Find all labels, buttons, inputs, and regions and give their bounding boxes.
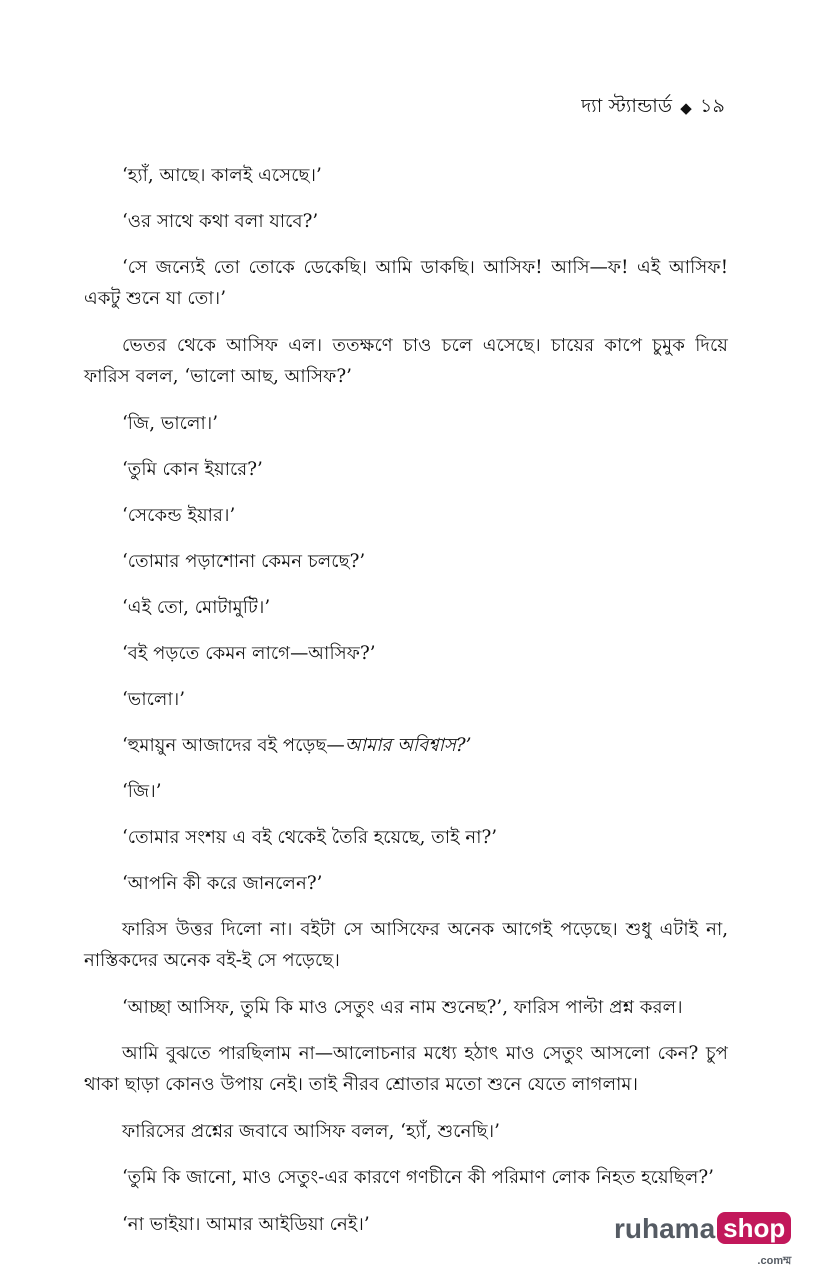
page-body [84, 160, 728, 1255]
logo-badge [717, 1212, 792, 1267]
paragraph-11: ‘ভালো।’ [122, 689, 186, 710]
diamond-icon: ◆ [680, 99, 692, 117]
paragraph-15: ‘আপনি কী করে জানলেন?’ [122, 873, 323, 894]
paragraph-6: ‘তুমি কোন ইয়ারে?’ [122, 459, 263, 480]
logo-text: ruhama [614, 1213, 716, 1244]
logo-badge-text: shop [723, 1213, 786, 1243]
paragraph-19: ফারিসের প্রশ্নের জবাবে আসিফ বলল, ‘হ্যাঁ, শুনেছি।’ [122, 1121, 500, 1142]
book-title-italic: আমার অবিশ্বাস?’ [344, 735, 472, 756]
paragraph-21: ‘না ভাইয়া। আমার আইডিয়া নেই।’ [122, 1214, 370, 1235]
paragraph-3: ‘সে জন্যেই তো তোকে ডেকেছি। আমি ডাকছি। আসিফ! আসি—ফ! এই আসিফ! একটু শুনে যা তো।’ [84, 257, 728, 309]
logo-tld: .comম্ম [757, 1255, 792, 1267]
paragraph-1: ‘হ্যাঁ, আছে। কালই এসেছে।’ [122, 165, 322, 186]
paragraph-18: আমি বুঝতে পারছিলাম না—আলোচনার মধ্যে হঠাৎ মাও সেতুং আসলো কেন? চুপ থাকা ছাড়া কোনও উপায় নেই। তাই নীরব শ্রোতার মতো শুনে যেতে লাগলাম। [84, 1043, 728, 1095]
paragraph-7: ‘সেকেন্ড ইয়ার।’ [122, 505, 236, 526]
page-number: ১৯ [699, 95, 725, 117]
running-header [581, 92, 725, 124]
paragraph-5: ‘জি, ভালো।’ [122, 413, 219, 434]
paragraph-2: ‘ওর সাথে কথা বলা যাবে?’ [122, 211, 319, 232]
paragraph-4: ভেতর থেকে আসিফ এল। ততক্ষণে চাও চলে এসেছে। চায়ের কাপে চুমুক দিয়ে ফারিস বলল, ‘ভালো আছ, আসিফ?’ [84, 335, 728, 387]
paragraph-14: ‘তোমার সংশয় এ বই থেকেই তৈরি হয়েছে, তাই না?’ [122, 827, 498, 848]
paragraph-8: ‘তোমার পড়াশোনা কেমন চলছে?’ [122, 551, 366, 572]
paragraph-13: ‘জি।’ [122, 781, 162, 802]
paragraph-12: ‘হুমায়ুন আজাদের বই পড়েছ—আমার অবিশ্বাস?’ [122, 735, 472, 756]
ruhamashop-logo [614, 1212, 792, 1267]
book-title: দ্যা স্ট্যান্ডার্ড [581, 95, 673, 117]
paragraph-16: ফারিস উত্তর দিলো না। বইটা সে আসিফের অনেক আগেই পড়েছে। শুধু এটাই না, নাস্তিকদের অনেক বই-ই সে পড়েছে। [84, 919, 728, 971]
paragraph-17: ‘আচ্ছা আসিফ, তুমি কি মাও সেতুং এর নাম শুনেছ?’, ফারিস পাল্টা প্রশ্ন করল। [122, 997, 683, 1018]
paragraph-10: ‘বই পড়তে কেমন লাগে—আসিফ?’ [122, 643, 376, 664]
paragraph-9: ‘এই তো, মোটামুটি।’ [122, 597, 271, 618]
paragraph-20: ‘তুমি কি জানো, মাও সেতুং-এর কারণে গণচীনে কী পরিমাণ লোক নিহত হয়েছিল?’ [122, 1167, 714, 1188]
